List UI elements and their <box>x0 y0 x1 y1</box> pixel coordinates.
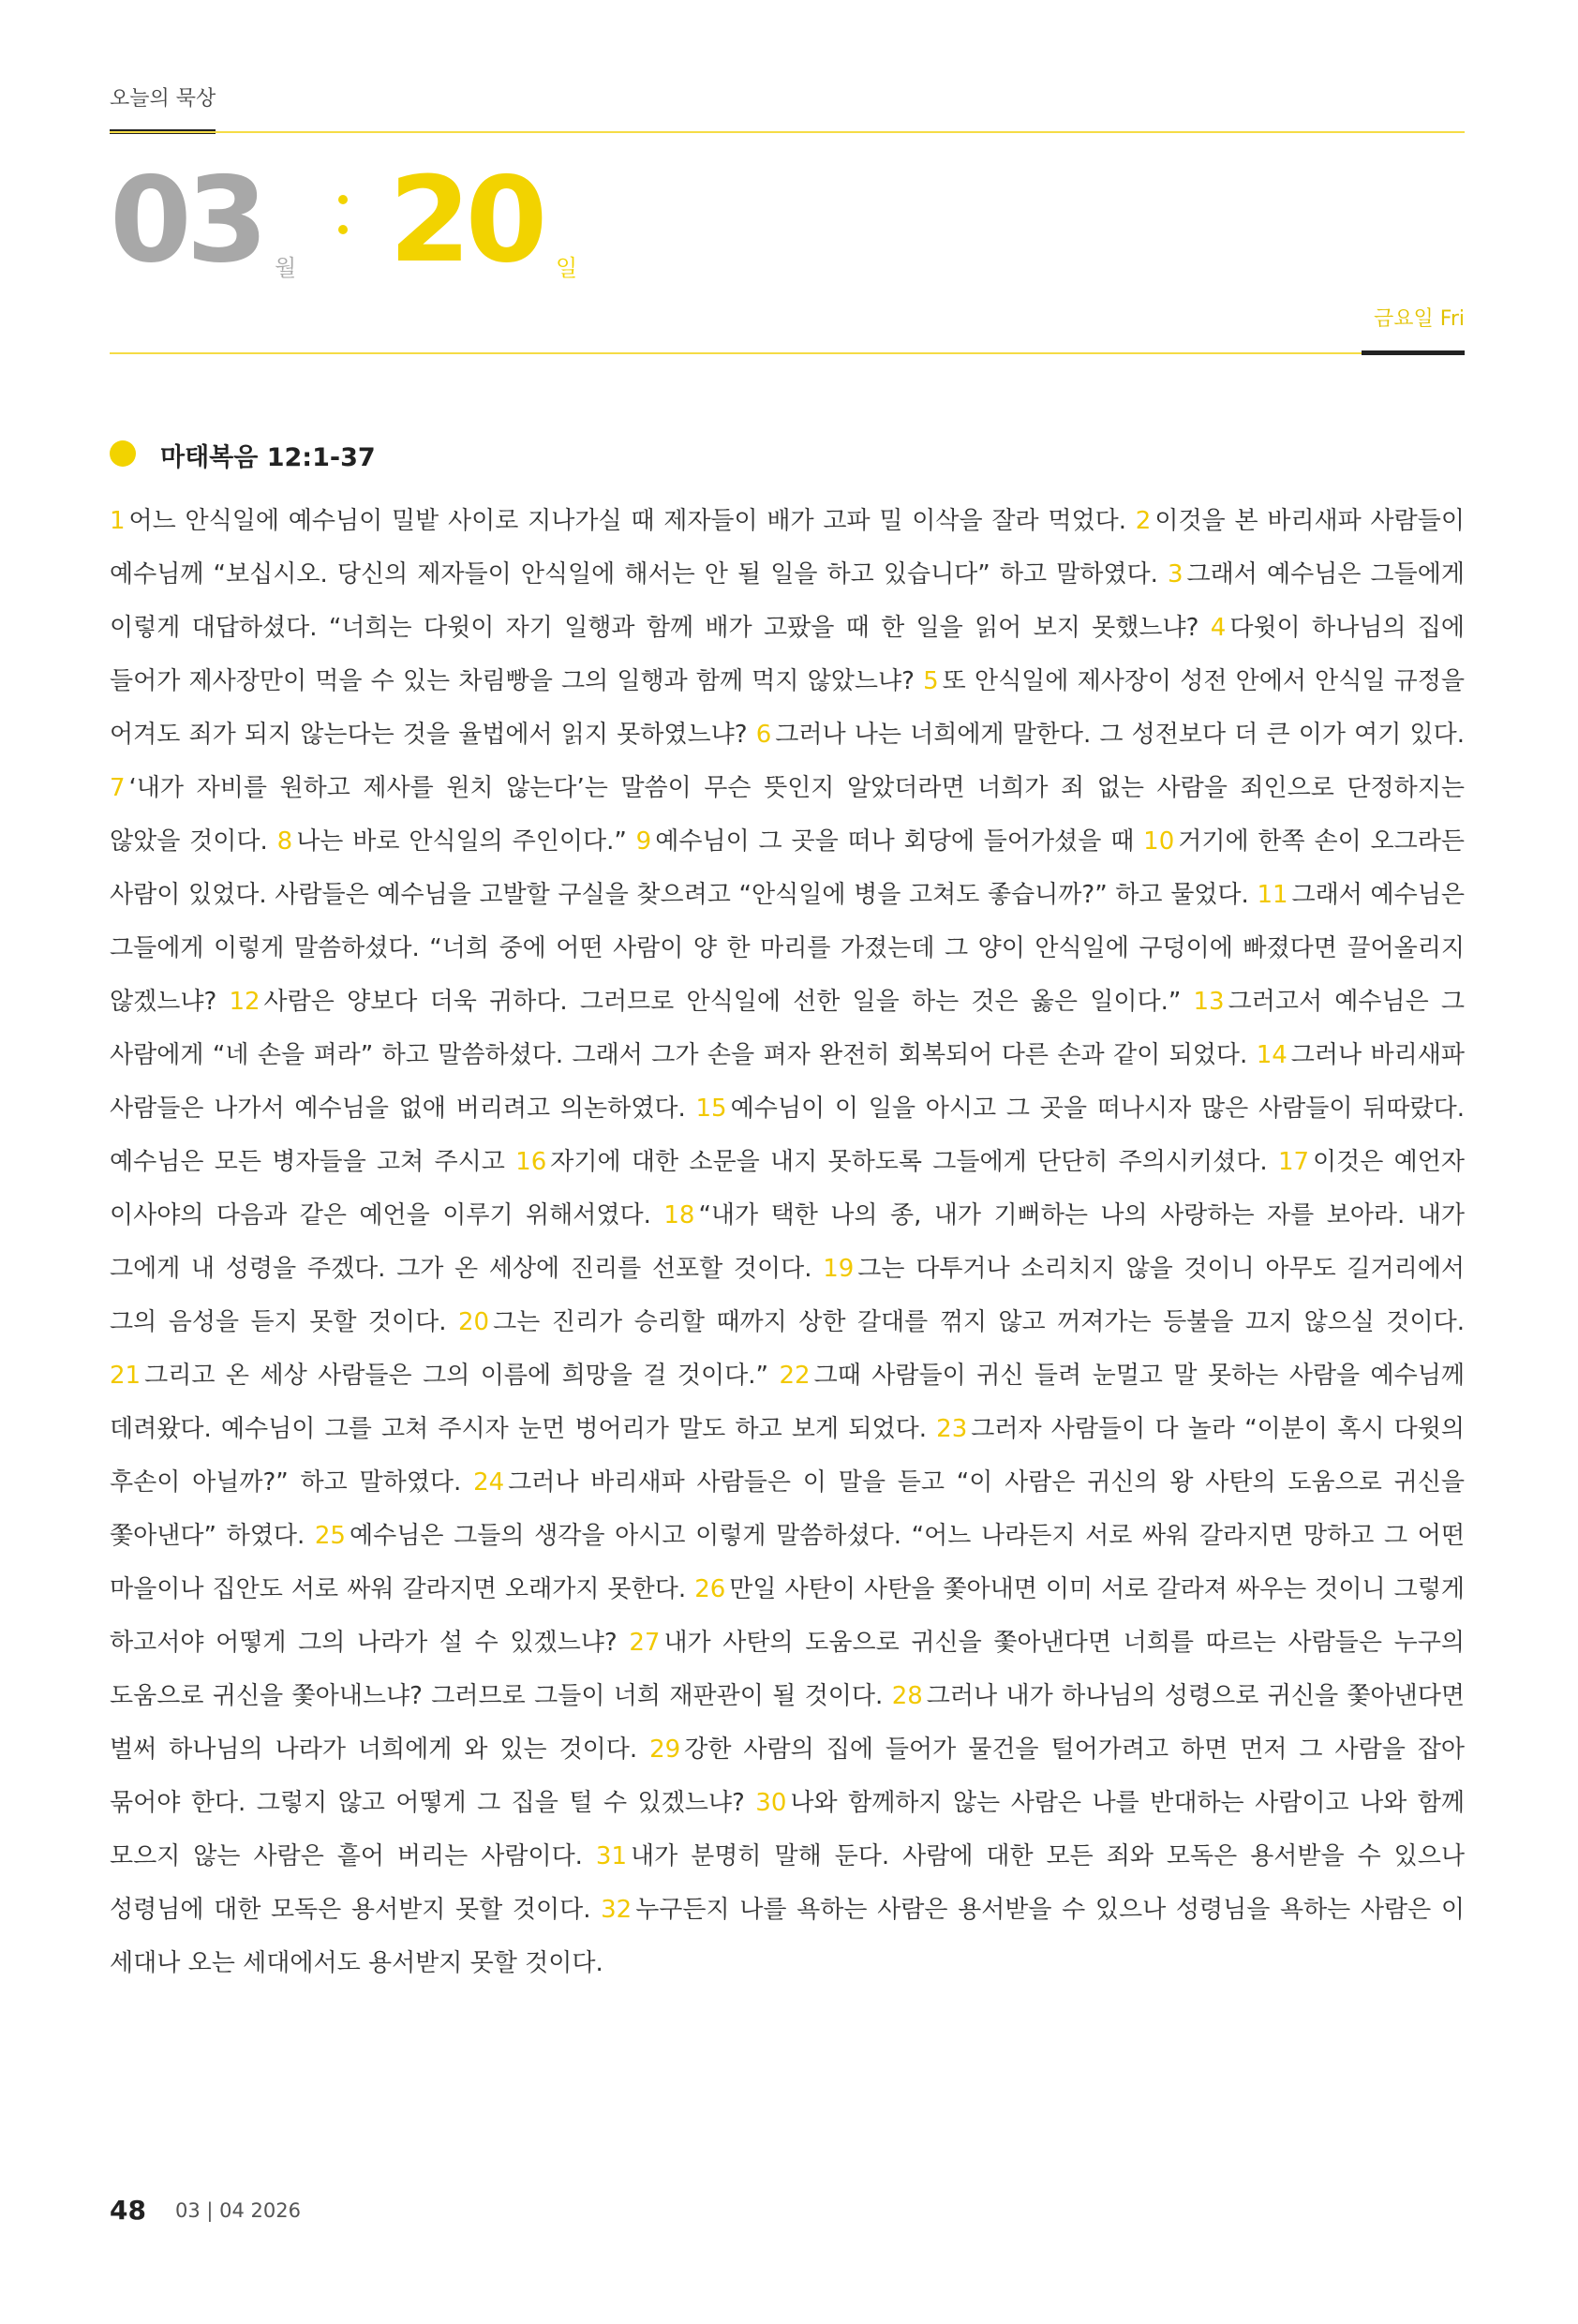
verse-text: 이것을 본 바리새파 사람들이 예수님께 “보십시오. 당신의 제자들이 안식일에 해서는 안 될 일을 하고 있습니다” 하고 말하였다. <box>110 507 1466 588</box>
verse <box>110 507 1126 535</box>
verse-text: 예수님은 그들의 생각을 아시고 이렇게 말씀하셨다. “어느 나라든지 서로 싸워 갈라지면 망하고 그 어떤 마을이나 집안도 서로 싸워 갈라지면 오래가지 못한다. <box>110 1522 1466 1603</box>
verse-number: 28 <box>891 1682 923 1710</box>
verse-text: “내가 택한 나의 종, 내가 기뻐하는 나의 사랑하는 자를 보아라. 내가 그에게 내 성령을 주겠다. 그가 온 세상에 진리를 선포할 것이다. <box>110 1201 1466 1283</box>
verse-text: 다윗이 하나님의 집에 들어가 제사장만이 먹을 수 있는 차림빵을 그의 일행과 함께 먹지 않았느냐? <box>110 614 1465 695</box>
scripture-text <box>110 495 1465 1990</box>
month-unit: 월 <box>275 255 297 281</box>
weekday-label: 금요일 Fri <box>1374 307 1465 331</box>
verse-number: 23 <box>936 1415 968 1443</box>
verse-number: 16 <box>515 1148 547 1176</box>
verse <box>458 1308 1465 1336</box>
verse <box>277 827 627 856</box>
date-separator <box>338 178 348 262</box>
verse-number: 27 <box>629 1629 661 1657</box>
verse-number: 32 <box>601 1896 633 1924</box>
verse-text: 자기에 대한 소문을 내지 못하도록 그들에게 단단히 주의시키셨다. <box>550 1148 1268 1176</box>
verse-text: 이것은 예언자 이사야의 다음과 같은 예언을 이루기 위해서였다. <box>110 1148 1466 1229</box>
verse <box>636 827 1135 856</box>
verse-text: 내가 사탄의 도움으로 귀신을 쫓아낸다면 너희를 따르는 사람들은 누구의 도움으로 귀신을 쫓아내느냐? 그러므로 그들이 너희 재판관이 될 것이다. <box>110 1629 1465 1710</box>
issue-label: 03 | 04 2026 <box>175 2199 301 2222</box>
date-divider <box>110 352 1465 354</box>
verse-text: 거기에 한쪽 손이 오그라든 사람이 있었다. 사람들은 예수님을 고발할 구실을 찾으려고 “안식일에 병을 고쳐도 좋습니까?” 하고 물었다. <box>110 827 1466 909</box>
verse-text: 내가 분명히 말해 둔다. 사람에 대한 모든 죄와 모독은 용서받을 수 있으나 성령님에 대한 모독은 용서받지 못할 것이다. <box>110 1842 1466 1924</box>
verse-number: 24 <box>473 1468 505 1497</box>
separator-dot <box>338 225 348 234</box>
verse-number: 31 <box>595 1842 627 1870</box>
verse <box>756 721 1465 749</box>
separator-dot <box>338 195 348 204</box>
verse-number: 19 <box>823 1255 855 1283</box>
verse-number: 25 <box>314 1522 346 1550</box>
verse-text: ‘내가 자비를 원하고 제사를 원치 않는다’는 말씀이 무슨 뜻인지 알았더라면 너희가 죄 없는 사람을 죄인으로 단정하지는 않았을 것이다. <box>110 774 1465 856</box>
verse-number: 2 <box>1135 507 1152 535</box>
verse-number: 7 <box>110 774 126 802</box>
verse-number: 3 <box>1168 560 1184 588</box>
verse-text: 그때 사람들이 귀신 들려 눈멀고 말 못하는 사람을 예수님께 데려왔다. 예수님이 그를 고쳐 주시자 눈먼 벙어리가 말도 하고 보게 되었다. <box>110 1362 1466 1443</box>
verse-number: 21 <box>110 1362 141 1390</box>
verse-number: 1 <box>110 507 126 535</box>
date-accent-bar <box>1362 350 1465 355</box>
header-divider <box>110 131 1465 133</box>
verse-number: 14 <box>1256 1041 1288 1069</box>
verse-text: 그래서 예수님은 그들에게 이렇게 말씀하셨다. “너희 중에 어떤 사람이 양 한 마리를 가졌는데 그 양이 안식일에 구덩이에 빠졌다면 끌어올리지 않겠느냐? <box>110 881 1465 1016</box>
verse-text: 누구든지 나를 욕하는 사람은 용서받을 수 있으나 성령님을 욕하는 사람은 이 세대나 오는 세대에서도 용서받지 못할 것이다. <box>110 1896 1465 1977</box>
bullet-dot-icon <box>110 440 136 467</box>
verse-number: 20 <box>458 1308 490 1336</box>
verse <box>229 988 1181 1016</box>
verse-text: 그러자 사람들이 다 놀라 “이분이 혹시 다윗의 후손이 아닐까?” 하고 말하였다. <box>110 1415 1465 1497</box>
verse-number: 4 <box>1210 614 1227 642</box>
verse-text: 그러나 바리새파 사람들은 나가서 예수님을 없애 버리려고 의논하였다. <box>110 1041 1465 1123</box>
verse-text: 그는 다투거나 소리치지 않을 것이니 아무도 길거리에서 그의 음성을 듣지 못할 것이다. <box>110 1255 1466 1336</box>
verse-text: 그리고 온 세상 사람들은 그의 이름에 희망을 걸 것이다.” <box>144 1362 769 1390</box>
verse-number: 22 <box>779 1362 811 1390</box>
verse-number: 6 <box>755 721 772 749</box>
verse-number: 18 <box>663 1201 695 1229</box>
verse-number: 9 <box>635 827 652 856</box>
verse-number: 26 <box>694 1575 726 1603</box>
verse-text: 예수님이 이 일을 아시고 그 곳을 떠나시자 많은 사람들이 뒤따랐다. 예수님은 모든 병자들을 고쳐 주시고 <box>110 1095 1466 1176</box>
section-label: 오늘의 묵상 <box>110 87 216 111</box>
verse-text: 그러나 바리새파 사람들은 이 말을 듣고 “이 사람은 귀신의 왕 사탄의 도움으로 귀신을 쫓아낸다” 하였다. <box>110 1468 1465 1550</box>
verse <box>110 1362 768 1390</box>
verse-number: 29 <box>649 1736 681 1764</box>
verse-number: 5 <box>923 667 939 695</box>
verse-number: 30 <box>755 1789 787 1817</box>
page-number: 48 <box>110 2195 146 2226</box>
verse-number: 17 <box>1277 1148 1310 1176</box>
verse-text: 그러나 내가 하나님의 성령으로 귀신을 쫓아낸다면 벌써 하나님의 나라가 너희에게 와 있는 것이다. <box>110 1682 1466 1764</box>
verse-text: 그래서 예수님은 그들에게 이렇게 대답하셨다. “너희는 다윗이 자기 일행과 함께 배가 고팠을 때 한 일을 읽어 보지 못했느냐? <box>110 560 1465 642</box>
verse-text: 예수님이 그 곳을 떠나 회당에 들어가셨을 때 <box>655 827 1135 856</box>
verse-text: 만일 사탄이 사탄을 쫓아내면 이미 서로 갈라져 싸우는 것이니 그렇게 하고서야 어떻게 그의 나라가 설 수 있겠느냐? <box>110 1575 1466 1657</box>
month-number: 03 <box>110 151 263 289</box>
verse-number: 8 <box>276 827 293 856</box>
verse-text: 그러나 나는 너희에게 말한다. 그 성전보다 더 큰 이가 여기 있다. <box>775 721 1466 749</box>
verse-text: 강한 사람의 집에 들어가 물건을 털어가려고 하면 먼저 그 사람을 잡아 묶어야 한다. 그렇지 않고 어떻게 그 집을 털 수 있겠느냐? <box>110 1736 1465 1817</box>
verse-text: 나와 함께하지 않는 사람은 나를 반대하는 사람이고 나와 함께 모으지 않는 사람은 흩어 버리는 사람이다. <box>110 1789 1465 1870</box>
day-number: 20 <box>389 151 543 289</box>
verse-text: 나는 바로 안식일의 주인이다.” <box>296 827 627 856</box>
verse-text: 어느 안식일에 예수님이 밀밭 사이로 지나가실 때 제자들이 배가 고파 밀 이삭을 잘라 먹었다. <box>128 507 1127 535</box>
verse-text: 사람은 양보다 더욱 귀하다. 그러므로 안식일에 선한 일을 하는 것은 옳은 일이다.” <box>263 988 1182 1016</box>
verse-number: 13 <box>1193 988 1225 1016</box>
verse-text: 또 안식일에 제사장이 성전 안에서 안식일 규정을 어겨도 죄가 되지 않는다는 것을 율법에서 읽지 못하였느냐? <box>110 667 1465 749</box>
verse-number: 12 <box>229 988 261 1016</box>
verse-text: 그러고서 예수님은 그 사람에게 “네 손을 펴라” 하고 말씀하셨다. 그래서 그가 손을 펴자 완전히 회복되어 다른 손과 같이 되었다. <box>110 988 1466 1069</box>
verse-number: 11 <box>1257 881 1288 909</box>
passage-reference: 마태복음 12:1-37 <box>160 443 376 472</box>
verse-text: 그는 진리가 승리할 때까지 상한 갈대를 꺾지 않고 꺼져가는 등불을 끄지 않으실 것이다. <box>493 1308 1465 1336</box>
verse-number: 15 <box>695 1095 727 1123</box>
verse-number: 10 <box>1143 827 1175 856</box>
verse <box>515 1148 1267 1176</box>
day-unit: 일 <box>556 255 578 281</box>
